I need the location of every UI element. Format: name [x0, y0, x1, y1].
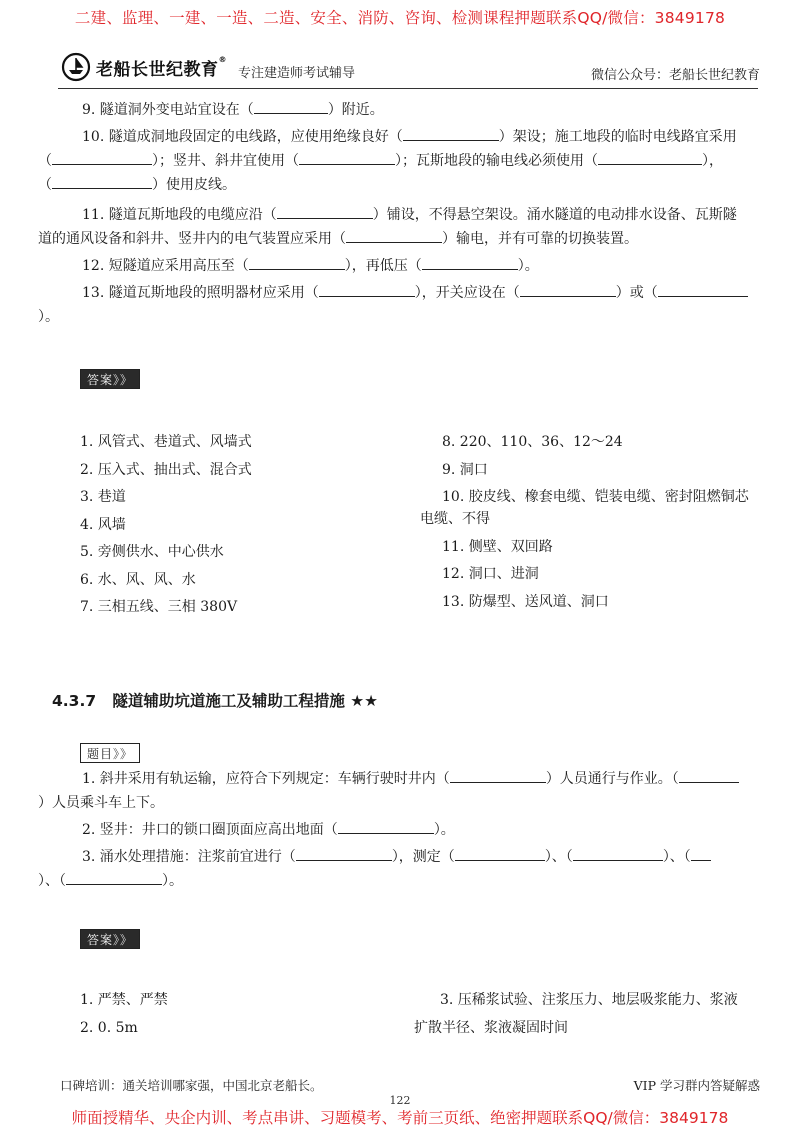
question-b2: 2. 竖井：井口的锁口圈顶面应高出地面（ ）。: [60, 818, 760, 842]
top-contact-banner: 二建、监理、一建、一造、二造、安全、消防、咨询、检测课程押题联系QQ/微信：3849178: [74, 9, 726, 27]
question-b1: 1. 斜井采用有轨运输，应符合下列规定：车辆行驶时井内（ ）人员通行与作业。（ ）人员乘斗车上下。: [60, 767, 760, 815]
question-11: 11. 隧道瓦斯地段的电缆应沿（ ）铺设，不得悬空架设。涌水隧道的电动排水设备、瓦斯隧 道的通风设备和斜井、竖井内的电气装置应采用（ ）输电，并有可靠的切换装置。: [60, 203, 760, 251]
answer-badge-2: 答案》》: [80, 929, 140, 949]
answer-item: 11. 侧壁、双回路: [442, 538, 553, 555]
answers-left-column: [80, 431, 252, 624]
question-13: 13. 隧道瓦斯地段的照明器材应采用（ ），开关应设在（ ）或（ ）。: [60, 281, 760, 329]
answers-group-a: [60, 431, 760, 625]
bottom-contact-banner: 师面授精华、央企内训、考点串讲、习题模考、考前三页纸、绝密押题联系QQ/微信：3849178: [71, 1109, 729, 1127]
answers-group-b: [60, 989, 760, 1049]
brand-name: 老船长世纪教育®: [96, 54, 227, 80]
answer-item: 4. 风墙: [80, 516, 126, 533]
brand-slogan: 专注建造师考试辅导: [238, 66, 356, 81]
answer-item: 6. 水、风、风、水: [80, 571, 196, 588]
answer-item: 2. 压入式、抽出式、混合式: [80, 461, 252, 478]
answer-item: 7. 三相五线、三相 380V: [80, 599, 238, 615]
answer-item: 9. 洞口: [442, 461, 488, 478]
page-number: 122: [389, 1094, 411, 1107]
footer-vip-note: VIP 学习群内答疑解惑: [633, 1078, 760, 1093]
answer-item: 3. 压稀浆试验、注浆压力、地层吸浆能力、浆液: [440, 992, 738, 1008]
page-content: [38, 98, 760, 1049]
answer-item: 2. 0. 5m: [80, 1019, 138, 1036]
section-heading: 4.3.7 隧道辅助坑道施工及辅助工程措施 ★★: [52, 692, 379, 710]
answer-item: 10. 胶皮线、橡套电缆、铠装电缆、密封阻燃铜芯: [442, 489, 749, 505]
brand-logo: [60, 52, 227, 82]
footer-slogan: 口碑培训：通关培训哪家强，中国北京老船长。: [60, 1078, 323, 1093]
answers-b-left-column: [80, 989, 168, 1044]
answer-item: 电缆、不得: [420, 511, 490, 527]
answer-item: 1. 风管式、巷道式、风墙式: [80, 434, 252, 450]
answer-item: 3. 巷道: [80, 489, 126, 505]
answers-right-column: [420, 431, 749, 618]
page-header: [60, 52, 760, 86]
wechat-account: 微信公众号：老船长世纪教育: [590, 68, 760, 83]
question-10: 10. 隧道成洞地段固定的电线路，应使用绝缘良好（ ）架设；施工地段的临时电线路宜采用 （ ）；竖井、斜井宜使用（ ）；瓦斯地段的输电线必须使用（ ）， （ ）使用皮线。: [60, 125, 760, 197]
answer-badge: 答案》》: [80, 369, 140, 389]
question-b3: 3. 涌水处理措施：注浆前宜进行（ ），测定（ ）、（ ）、（ ）、（ ）。: [60, 845, 760, 893]
answer-item: 12. 洞口、进洞: [442, 566, 539, 582]
answer-item: 扩散半径、浆液凝固时间: [414, 1019, 568, 1036]
question-9: 9. 隧道洞外变电站宜设在（ ）附近。: [60, 98, 760, 122]
answers-b-right-column: [414, 989, 738, 1044]
header-divider: [58, 88, 758, 89]
page-footer: [60, 1076, 760, 1094]
question-badge: 题目》》: [80, 743, 140, 763]
question-12: 12. 短隧道应采用高压至（ ），再低压（ ）。: [60, 254, 760, 278]
answer-item: 13. 防爆型、送风道、洞口: [442, 593, 609, 610]
answer-item: 1. 严禁、严禁: [80, 992, 168, 1008]
answer-item: 8. 220、110、36、12～24: [442, 434, 623, 450]
answer-item: 5. 旁侧供水、中心供水: [80, 544, 224, 560]
ship-captain-logo-icon: [60, 52, 92, 82]
